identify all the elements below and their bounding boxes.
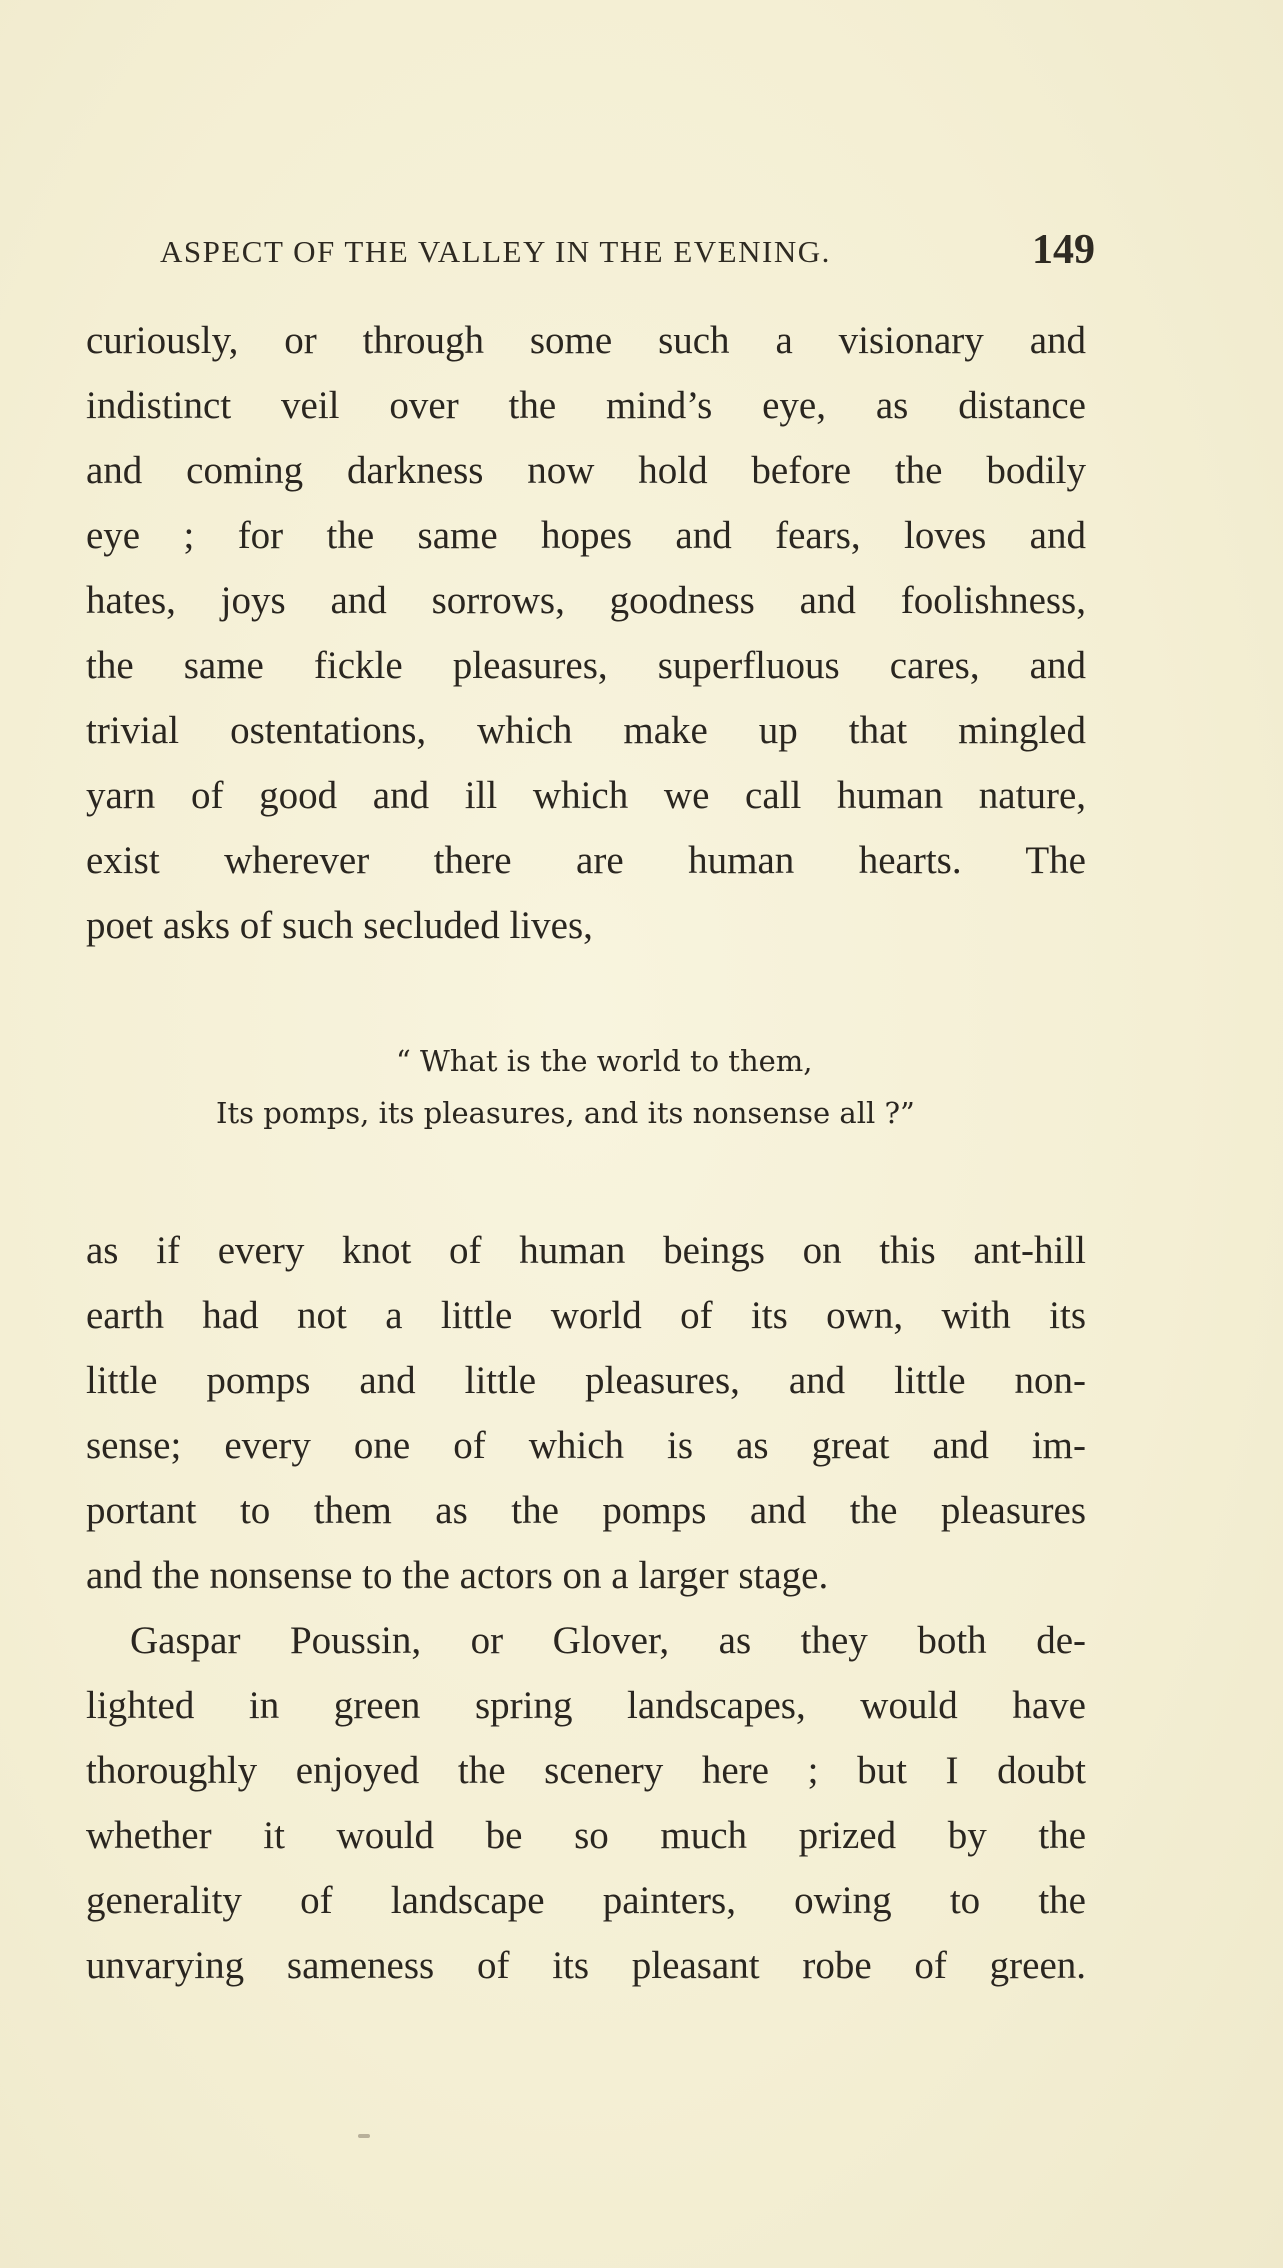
verse-quotation [86, 1035, 1086, 1139]
text-line: the same fickle pleasures, superfluous cares, and [86, 644, 1086, 687]
running-head [160, 226, 1095, 278]
paper-speck [358, 2134, 370, 2138]
text-line: indistinct veil over the mind’s eye, as distance [86, 384, 1086, 427]
text-line: and coming darkness now hold before the bodily [86, 449, 1086, 492]
text-line: poet asks of such secluded lives, [86, 904, 593, 947]
text-line: exist wherever there are human hearts. The [86, 839, 1086, 882]
text-line: and the nonsense to the actors on a larger stage. [86, 1554, 829, 1597]
quotation-line: “ What is the world to them, [396, 1044, 813, 1078]
body-text-bottom [86, 1218, 1086, 1998]
text-line: portant to them as the pomps and the pleasures [86, 1489, 1086, 1532]
body-text-top [86, 308, 1086, 958]
text-line: lighted in green spring landscapes, would have [86, 1684, 1086, 1727]
text-line: unvarying sameness of its pleasant robe of green. [86, 1944, 1086, 1987]
text-line: thoroughly enjoyed the scenery here ; but I doubt [86, 1749, 1086, 1792]
text-line: earth had not a little world of its own, with its [86, 1294, 1086, 1337]
text-line: curiously, or through some such a visionary and [86, 319, 1086, 362]
text-line: trivial ostentations, which make up that mingled [86, 709, 1086, 752]
text-line: sense; every one of which is as great and im- [86, 1424, 1086, 1467]
page-number: 149 [1032, 227, 1095, 273]
text-line: whether it would be so much prized by the [86, 1814, 1086, 1857]
text-line: eye ; for the same hopes and fears, loves and [86, 514, 1086, 557]
text-line: as if every knot of human beings on this ant-hill [86, 1229, 1086, 1272]
text-line: yarn of good and ill which we call human nature, [86, 774, 1086, 817]
text-line: little pomps and little pleasures, and little non- [86, 1359, 1086, 1402]
quotation-line: Its pomps, its pleasures, and its nonsense all ?” [216, 1096, 915, 1130]
running-title: ASPECT OF THE VALLEY IN THE EVENING. [160, 234, 831, 269]
text-line: Gaspar Poussin, or Glover, as they both de- [130, 1619, 1086, 1662]
text-line: generality of landscape painters, owing to the [86, 1879, 1086, 1922]
text-line: hates, joys and sorrows, goodness and foolishness, [86, 579, 1086, 622]
